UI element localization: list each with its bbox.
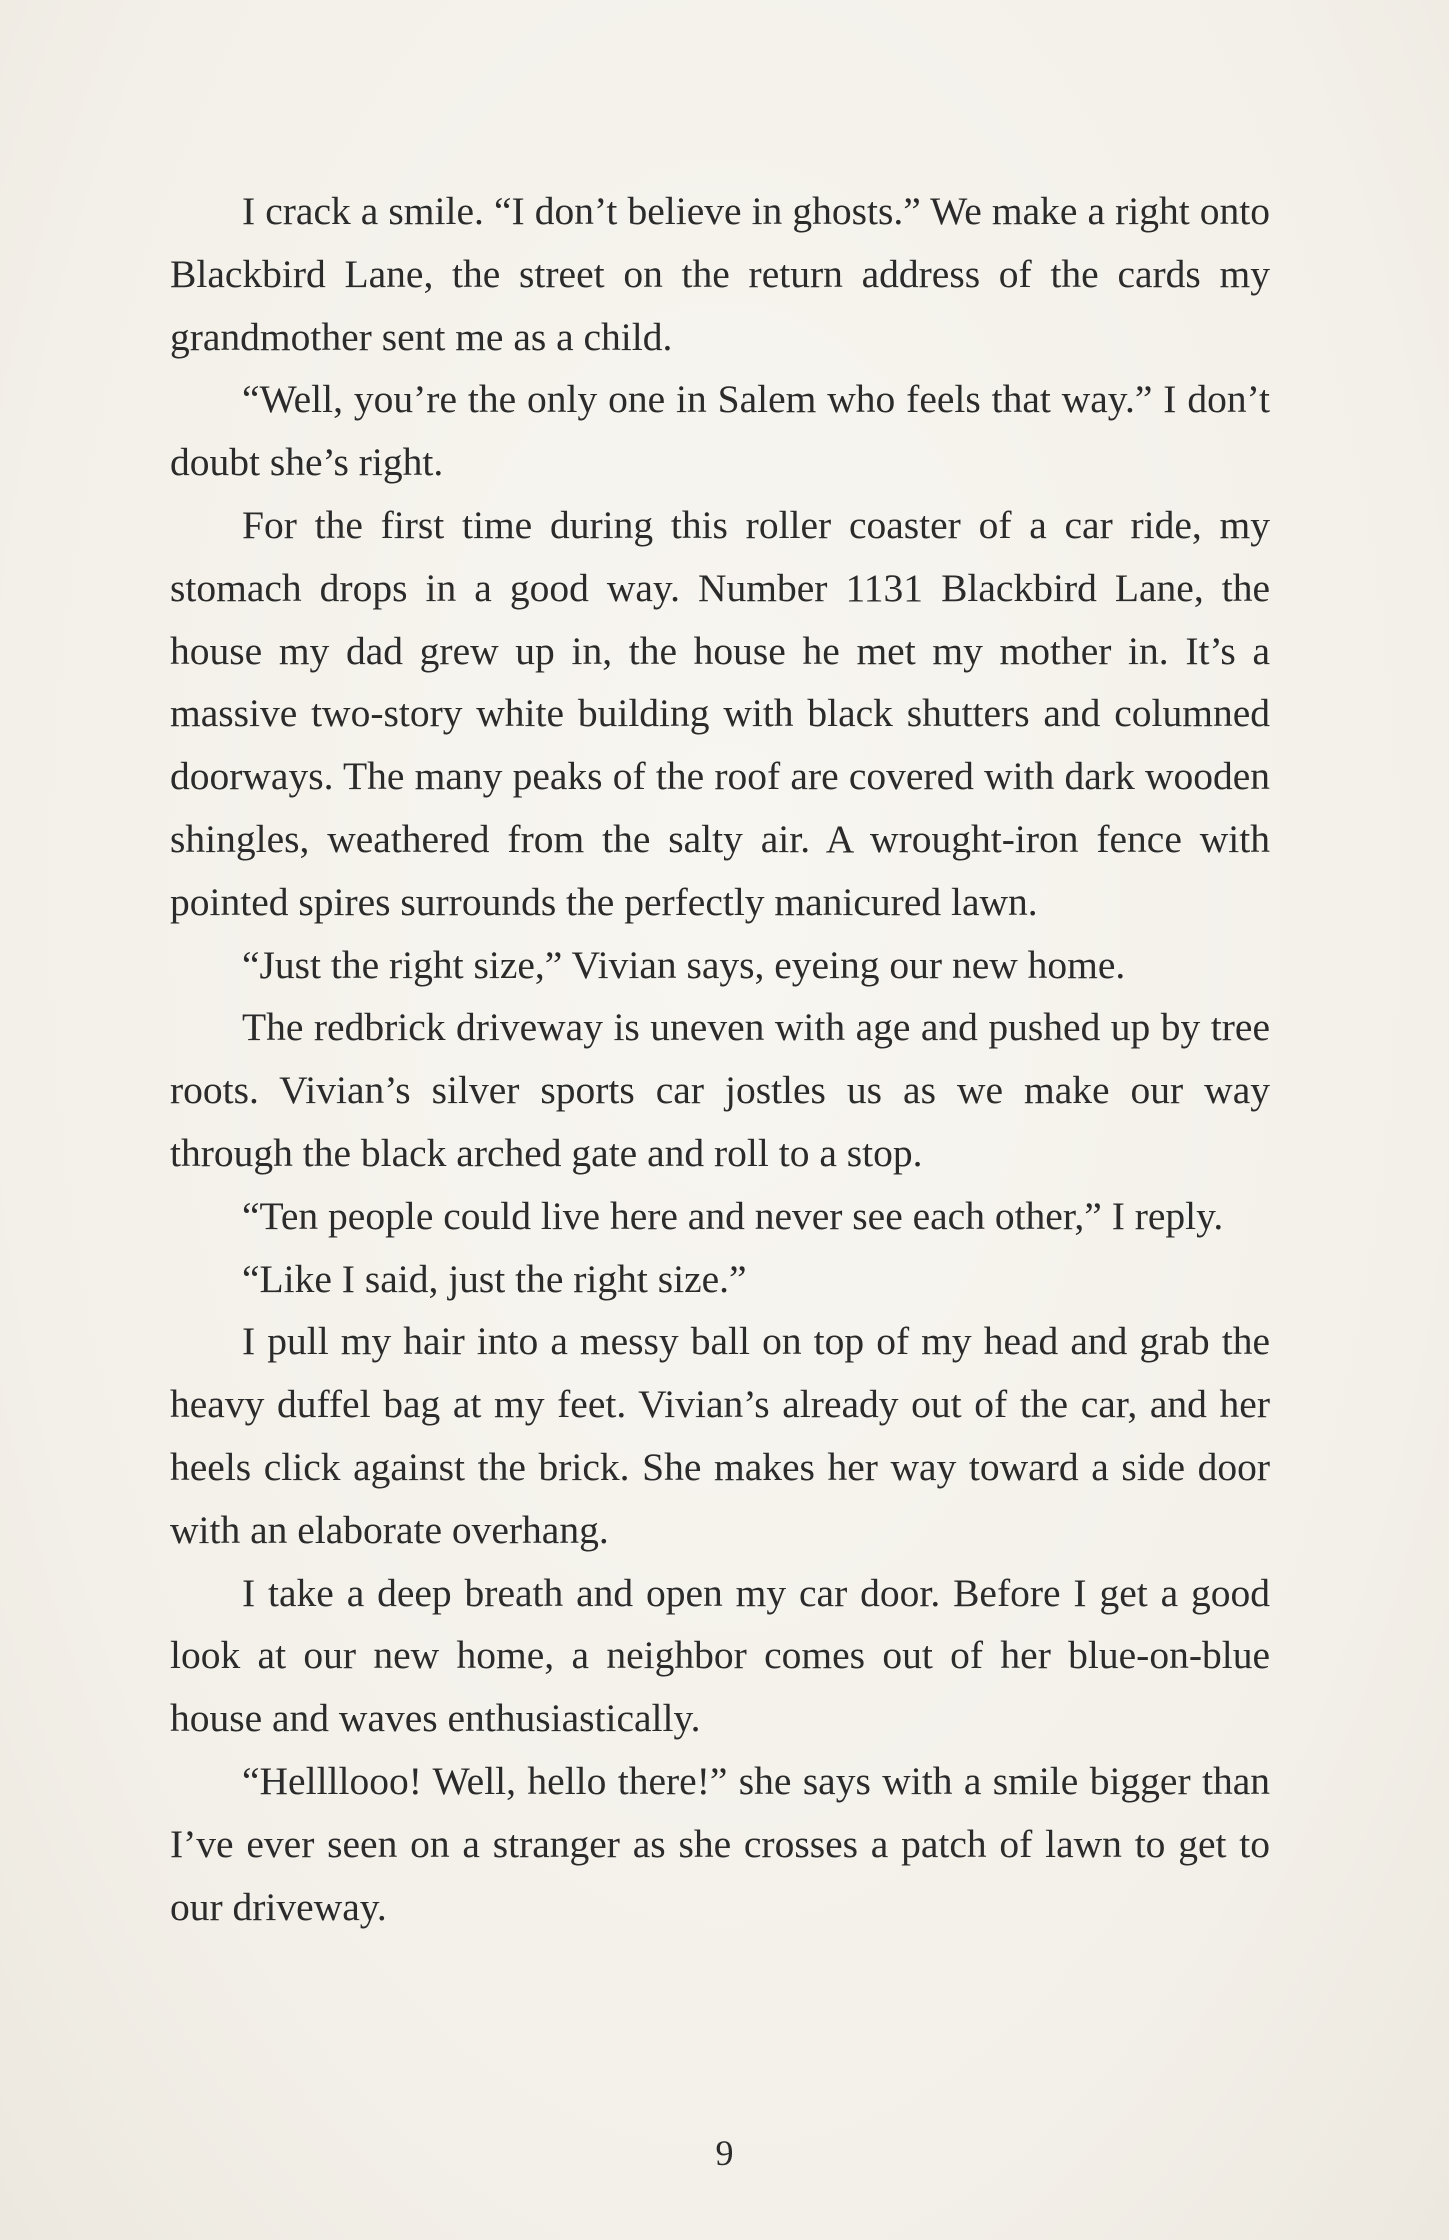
paragraph: The redbrick driveway is uneven with age and pushed up by tree roots. Vivian’s silver sports car jostles us as we make our way through the black arched gate and roll to a stop. xyxy=(170,1005,1270,1175)
body-text xyxy=(170,180,1270,1938)
paragraph: “Like I said, just the right size.” xyxy=(242,1256,747,1301)
paragraph: “Well, you’re the only one in Salem who feels that way.” I don’t doubt she’s right. xyxy=(170,377,1270,485)
paragraph: I pull my hair into a messy ball on top of my head and grab the heavy duffel bag at my feet. Vivian’s already out of the car, and her heels click against the brick. She makes her way toward a side door with an elaborate overhang. xyxy=(170,1319,1270,1552)
paragraph: “Ten people could live here and never see each other,” I reply. xyxy=(242,1193,1224,1238)
paragraph: For the first time during this roller coaster of a car ride, my stomach drops in a good way. Number 1131 Blackbird Lane, the house my dad grew up in, the house he met my mother in. It’s a massive two-story white building with black shutters and columned doorways. The many peaks of the roof are covered with dark wooden shingles, weathered from the salty air. A wrought-iron fence with pointed spires surrounds the perfectly manicured lawn. xyxy=(170,502,1270,924)
paragraph: I take a deep breath and open my car door. Before I get a good look at our new home, a neighbor comes out of her blue-on-blue house and waves enthusiastically. xyxy=(170,1570,1270,1741)
page-number: 9 xyxy=(715,2133,734,2173)
paragraph: “Hellllooo! Well, hello there!” she says with a smile bigger than I’ve ever seen on a stranger as she crosses a patch of lawn to get to our driveway. xyxy=(170,1758,1270,1929)
paragraph: “Just the right size,” Vivian says, eyeing our new home. xyxy=(242,942,1126,987)
paragraph: I crack a smile. “I don’t believe in ghosts.” We make a right onto Blackbird Lane, the street on the return address of the cards my grandmother sent me as a child. xyxy=(170,189,1270,359)
